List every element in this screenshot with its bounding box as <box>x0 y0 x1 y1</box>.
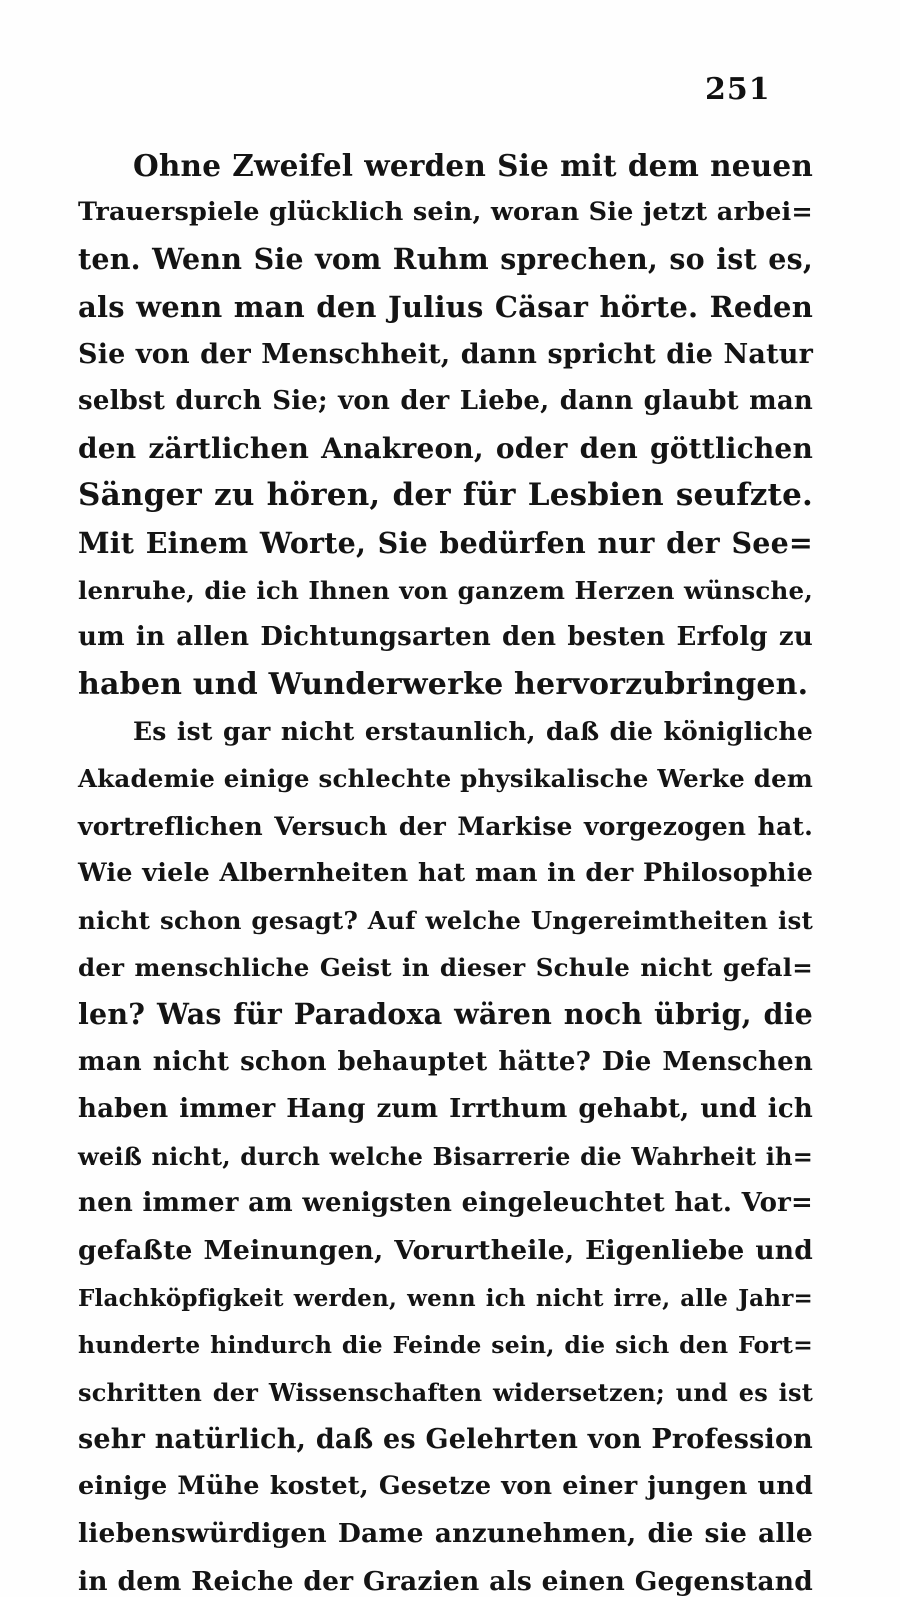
text-line: einige Mühe kostet, Gesetze von einer jungen und <box>78 1471 813 1502</box>
page-number: 251 <box>705 72 771 107</box>
text-line: lenruhe, die ich Ihnen von ganzem Herzen wünsche, <box>78 575 813 605</box>
text-line: weiß nicht, durch welche Bisarrerie die Wahrheit ih= <box>78 1141 813 1171</box>
text-line: Ohne Zweifel werden Sie mit dem neuen <box>133 148 813 183</box>
text-line: um in allen Dichtungsarten den besten Erfolg zu <box>78 621 813 652</box>
text-line: Mit Einem Worte, Sie bedürfen nur der See= <box>78 525 813 560</box>
text-line: Wie viele Albernheiten hat man in der Philosophie <box>78 857 813 888</box>
text-line: in dem Reiche der Grazien als einen Gegenstand <box>78 1565 813 1597</box>
text-line: schritten der Wissenschaften widersetzen; und es ist <box>78 1377 813 1407</box>
text-line: Sänger zu hören, der für Lesbien seufzte. <box>78 477 813 514</box>
text-line: gefaßte Meinungen, Vorurtheile, Eigenliebe und <box>78 1235 813 1267</box>
text-line: Sie von der Menschheit, dann spricht die Natur <box>78 338 813 370</box>
text-line: nicht schon gesagt? Auf welche Ungereimtheiten ist <box>78 906 813 935</box>
text-line: haben und Wunderwerke hervorzubringen. <box>78 667 809 703</box>
text-line: Flachköpfigkeit werden, wenn ich nicht irre, alle Jahr= <box>78 1284 813 1312</box>
text-line: Es ist gar nicht erstaunlich, daß die königliche <box>133 717 813 747</box>
text-line: selbst durch Sie; von der Liebe, dann glaubt man <box>78 385 813 416</box>
body-text <box>78 142 813 1605</box>
text-line: sehr natürlich, daß es Gelehrten von Profession <box>78 1424 813 1456</box>
text-line: hunderte hindurch die Feinde sein, die sich den Fort= <box>78 1330 813 1359</box>
text-line: der menschliche Geist in dieser Schule nicht gefal= <box>78 953 813 983</box>
text-line: den zärtlichen Anakreon, oder den göttlichen <box>78 432 813 466</box>
text-line: nen immer am wenigsten eingeleuchtet hat. Vor= <box>78 1188 813 1219</box>
text-line: als wenn man den Julius Cäsar hörte. Reden <box>78 289 813 324</box>
text-line: man nicht schon behauptet hätte? Die Menschen <box>78 1046 813 1077</box>
text-line: len? Was für Paradoxa wären noch übrig, die <box>78 997 813 1032</box>
text-line: haben immer Hang zum Irrthum gehabt, und ich <box>78 1093 813 1124</box>
text-line: vortreflichen Versuch der Markise vorgezogen hat. <box>78 811 813 841</box>
text-line: Trauerspiele glücklich sein, woran Sie jetzt arbei= <box>78 197 813 228</box>
text-line: Akademie einige schlechte physikalische Werke dem <box>78 764 813 794</box>
text-line: liebenswürdigen Dame anzunehmen, die sie alle <box>78 1518 813 1550</box>
text-line: ten. Wenn Sie vom Ruhm sprechen, so ist es, <box>78 242 813 277</box>
